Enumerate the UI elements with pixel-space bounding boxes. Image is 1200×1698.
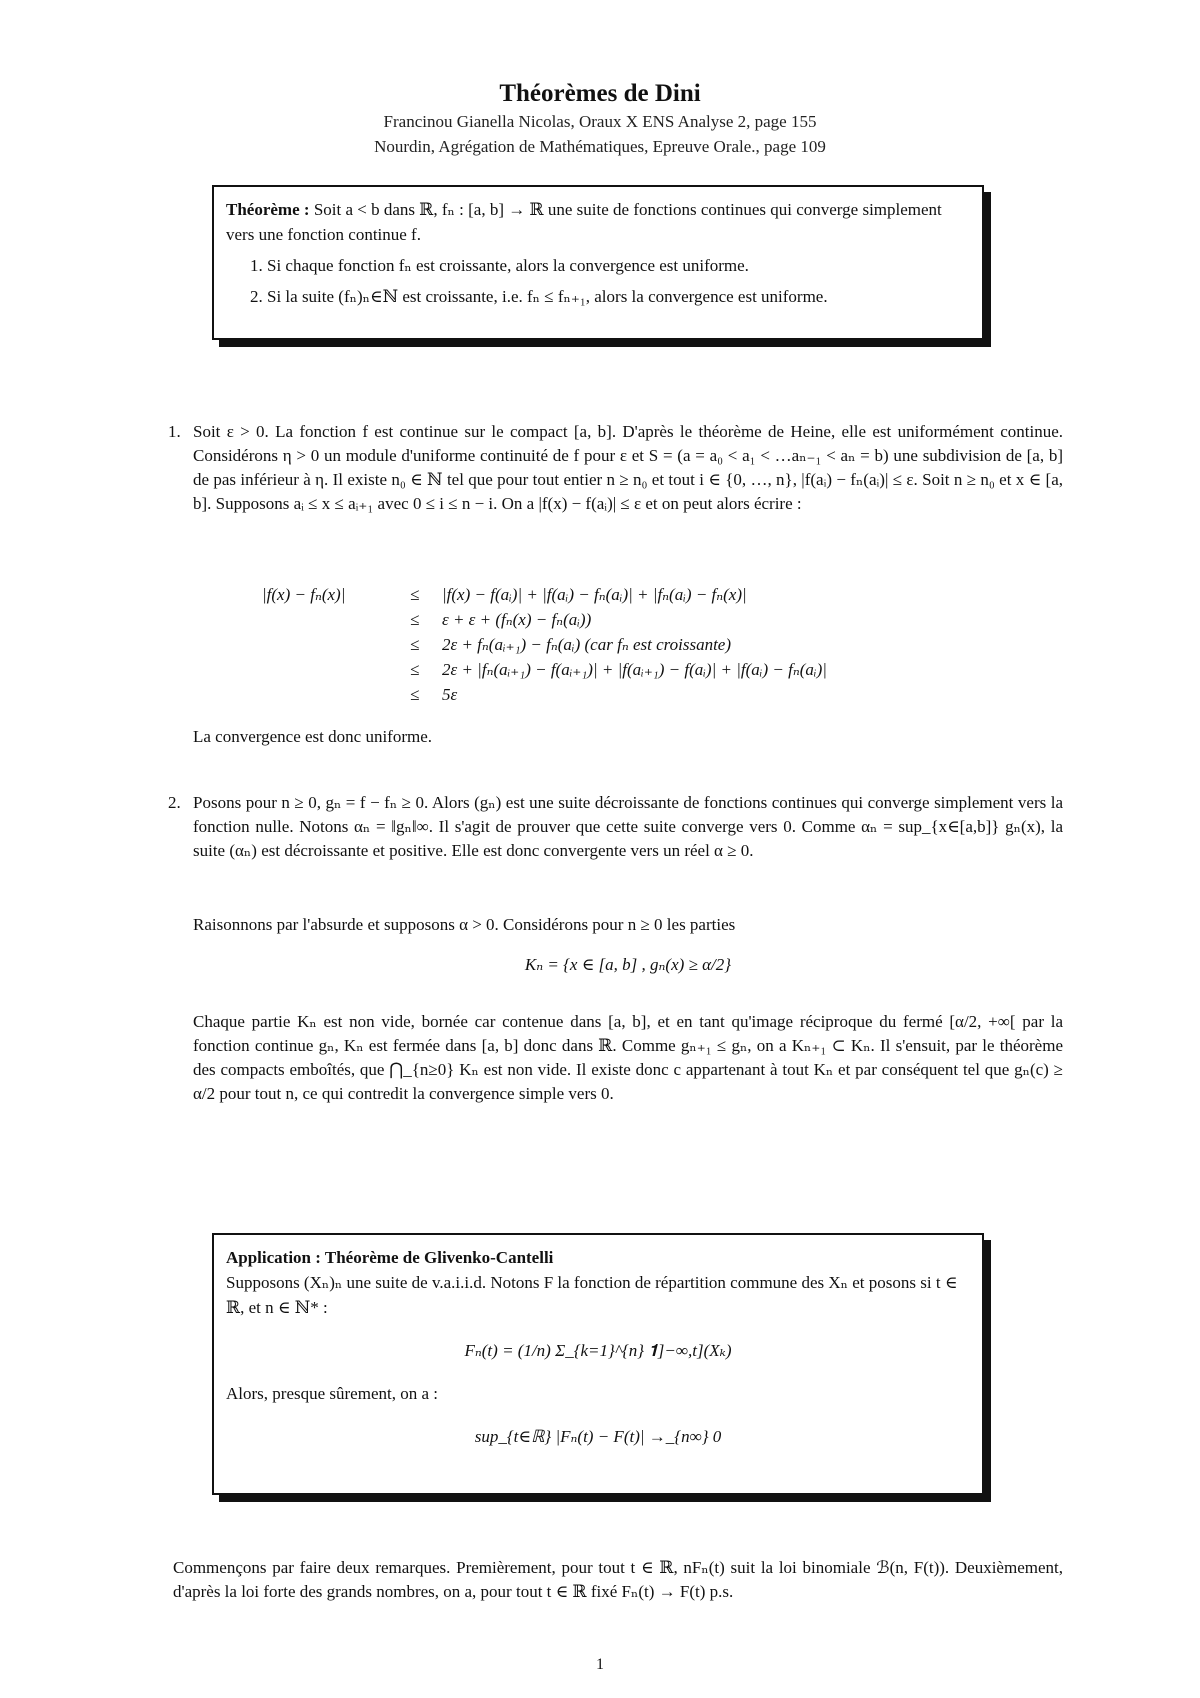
proof2-text-1: Posons pour n ≥ 0, gₙ = f − fₙ ≥ 0. Alors (gₙ) est une suite décroissante de fonctions continues qui converge simplement vers la fonction nulle. Notons αₙ = ‖gₙ‖∞. Il s'agit de prouver que cette suite converge vers 0. Comme αₙ = sup_{x∈[a,b]} gₙ(x), la suite (αₙ) est décroissante et positive. Elle est donc convergente vers un réel α ≥ 0. (193, 793, 1063, 860)
eq-rel-4: ≤ (410, 660, 420, 679)
eq-rhs-5: 5ε (442, 685, 458, 704)
reference-1: Francinou Gianella Nicolas, Oraux X ENS Analyse 2, page 155 (383, 112, 817, 131)
reference-2: Nourdin, Agrégation de Mathématiques, Epreuve Orale., page 109 (374, 137, 826, 156)
eq-rel-3: ≤ (410, 635, 420, 654)
eq-rel-5: ≤ (410, 685, 420, 704)
theorem-item-2: 2. Si la suite (fₙ)ₙ∈ℕ est croissante, i.e. fₙ ≤ fₙ₊₁, alors la convergence est uniforme. (250, 287, 828, 306)
proof1-conclusion: La convergence est donc uniforme. (193, 727, 433, 746)
application-text: Supposons (Xₙ)ₙ une suite de v.a.i.i.d. Notons F la fonction de répartition commune des Xₙ et posons si t ∈ ℝ, et n ∈ ℕ* : (226, 1273, 958, 1317)
page-number: 1 (596, 1656, 604, 1673)
final-paragraph: Commençons par faire deux remarques. Premièrement, pour tout t ∈ ℝ, nFₙ(t) suit la loi binomiale ℬ(n, F(t)). Deuxièmement, d'après la loi forte des grands nombres, on a, pour tout t ∈ ℝ fixé Fₙ(t) → F(t) p.s. (173, 1558, 1063, 1601)
theorem-label: Théorème : (226, 200, 310, 219)
page-title: Théorèmes de Dini (499, 80, 701, 107)
proof2-display-equation: Kₙ = {x ∈ [a, b] , gₙ(x) ≥ α/2} (524, 955, 732, 974)
theorem-text: Soit a < b dans ℝ, fₙ : [a, b] → ℝ une suite de fonctions continues qui converge simplement vers une fonction continue f. (226, 200, 942, 244)
theorem-item-1: 1. Si chaque fonction fₙ est croissante, alors la convergence est uniforme. (250, 256, 749, 275)
eq-rhs-1: |f(x) − f(aᵢ)| + |f(aᵢ) − fₙ(aᵢ)| + |fₙ(aᵢ) − fₙ(x)| (442, 585, 747, 604)
proof1-text: Soit ε > 0. La fonction f est continue sur le compact [a, b]. D'après le théorème de Heine, elle est uniformément continue. Considérons η > 0 un module d'uniforme continuité de f pour ε et S = (a = a₀ < a₁ < …aₙ₋₁ < aₙ = b) une subdivision de [a, b] de pas inférieur à η. Il existe n₀ ∈ ℕ tel que pour tout entier n ≥ n₀ et tout i ∈ {0, …, n}, |f(aᵢ) − fₙ(aᵢ)| ≤ ε. Soit n ≥ n₀ et x ∈ [a, b]. Supposons aᵢ ≤ x ≤ aᵢ₊₁ avec 0 ≤ i ≤ n − i. On a |f(x) − f(aᵢ)| ≤ ε et on peut alors écrire : (193, 422, 1063, 513)
eq-lhs: |f(x) − fₙ(x)| (262, 585, 346, 604)
eq-rhs-3: 2ε + fₙ(aᵢ₊₁) − fₙ(aᵢ) (car fₙ est croissante) (442, 635, 732, 654)
proof2-text-3: Chaque partie Kₙ est non vide, bornée car contenue dans [a, b], et en tant qu'image réciproque du fermé [α/2, +∞[ par la fonction continue gₙ, Kₙ est fermée dans [a, b] donc dans ℝ. Comme gₙ₊₁ ≤ gₙ, on a Kₙ₊₁ ⊂ Kₙ. Il s'ensuit, par le théorème des compacts emboîtés, que ⋂_{n≥0} Kₙ est non vide. Il existe donc c appartenant à tout Kₙ et par conséquent tel que gₙ(c) ≥ α/2 pour tout n, ce qui contredit la convergence simple vers 0. (193, 1012, 1063, 1103)
application-formula-1: Fₙ(t) = (1/n) Σ_{k=1}^{n} 𝟏]−∞,t](Xₖ) (464, 1341, 732, 1360)
eq-rhs-4: 2ε + |fₙ(aᵢ₊₁) − f(aᵢ₊₁)| + |f(aᵢ₊₁) − f(aᵢ)| + |f(aᵢ) − fₙ(aᵢ)| (442, 660, 827, 679)
application-text-2: Alors, presque sûrement, on a : (226, 1384, 438, 1403)
application-formula-2: sup_{t∈ℝ} |Fₙ(t) − F(t)| →_{n∞} 0 (474, 1427, 722, 1446)
application-label: Application : Théorème de Glivenko-Cantelli (226, 1248, 554, 1267)
eq-rel-1: ≤ (410, 585, 420, 604)
eq-rel-2: ≤ (410, 610, 420, 629)
application-box (212, 1233, 984, 1495)
proof2-number: 2. (168, 793, 181, 812)
proof1-number: 1. (168, 422, 181, 441)
theorem-box (212, 185, 984, 340)
eq-rhs-2: ε + ε + (fₙ(x) − fₙ(aᵢ)) (442, 610, 592, 629)
proof2-text-2: Raisonnons par l'absurde et supposons α > 0. Considérons pour n ≥ 0 les parties (193, 915, 736, 934)
